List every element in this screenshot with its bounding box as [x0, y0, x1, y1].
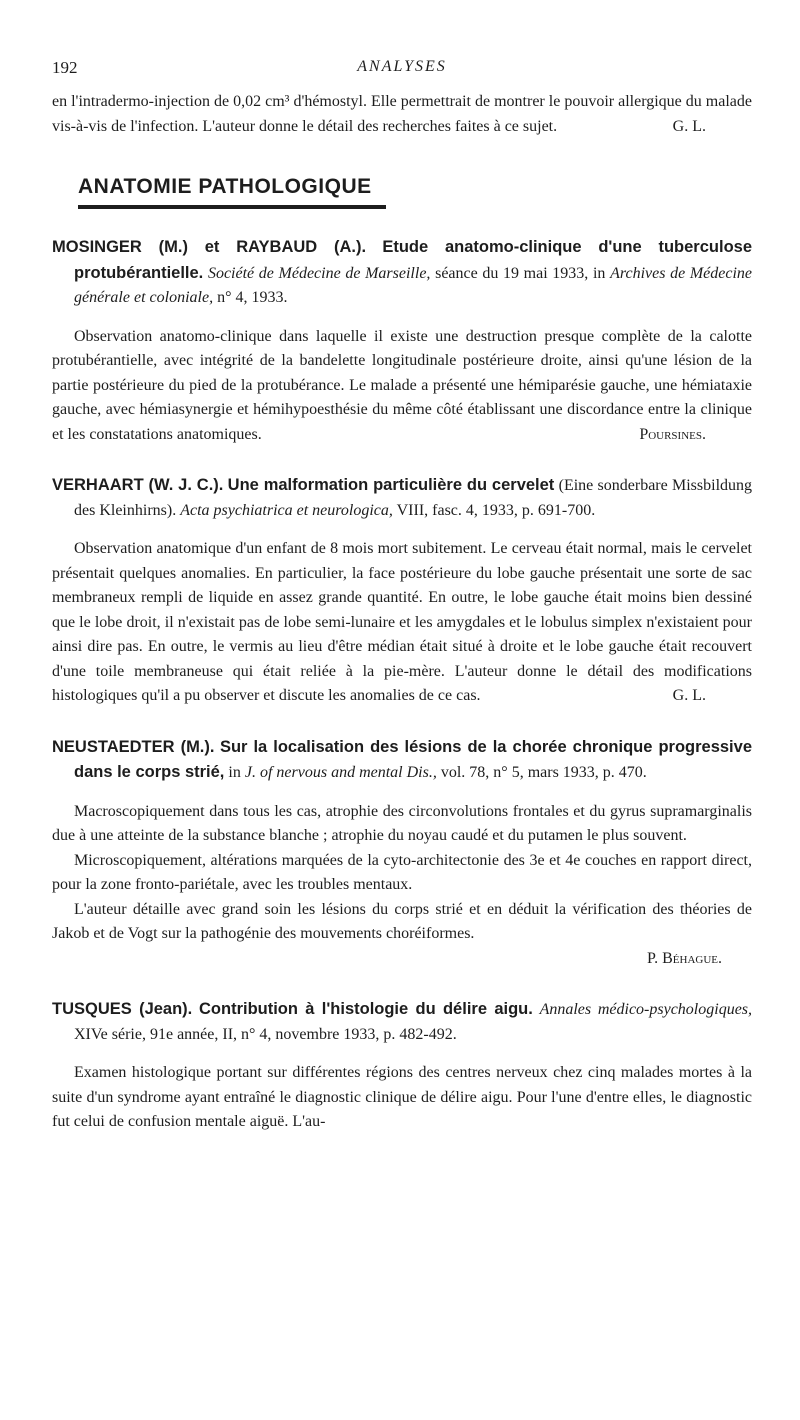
journal-title: ANALYSES — [357, 58, 447, 75]
intro-paragraph — [52, 90, 752, 139]
section-rule — [78, 205, 386, 209]
entry-source-detail: in — [228, 764, 241, 781]
entry-title: Etude anatomo-clinique d'une tuberculose protubérantielle. — [74, 238, 752, 282]
entry-source: Société de Médecine de Marseille, — [207, 264, 431, 282]
reference-entry — [52, 235, 752, 311]
entry-text: Examen histologique portant sur différentes régions des centres nerveux chez cinq malades mortes à la suite d'un syndrome ayant entraîné le diagnostic clinique de délire aigu. Pour l'une d'entre elles, le diagnostic fut celui de confusion mentale aiguë. L'au- — [52, 1064, 752, 1130]
entry-source: Annales médico-psychologiques, — [539, 1001, 753, 1018]
entry-text: Microscopiquement, altérations marquées de la cyto-architectonie des 3e et 4e couches en rapport direct, pour la zone fronto-pariétale, avec les troubles mentaux. — [52, 851, 752, 893]
section-title: ANATOMIE PATHOLOGIQUE — [78, 175, 372, 198]
entry-text: Macroscopiquement dans tous les cas, atrophie des circonvolutions frontales et du gyrus supramarginalis due à une atteinte de la substance blanche ; atrophie du noyau caudé et du putamen le plus souvent. — [52, 802, 752, 844]
entry-paragraph — [52, 800, 752, 849]
intro-text: en l'intradermo-injection de 0,02 cm³ d'hémostyl. Elle permettrait de montrer le pouvoir allergique du malade vis-à-vis de l'infection. L'auteur donne le détail des recherches faites à ce sujet. — [52, 93, 752, 135]
entry-source: Acta psychiatrica et neurologica, — [180, 501, 393, 519]
entry-source-tail: vol. 78, n° 5, mars 1933, p. 470. — [440, 764, 647, 781]
document-page — [52, 58, 752, 1135]
entry-title: Contribution à l'histologie du délire aigu. — [199, 1000, 533, 1018]
entry-authors: VERHAART (W. J. C.). — [52, 476, 224, 494]
entry-text: Observation anatomo-clinique dans laquelle il existe une destruction presque complète de la calotte protubérantielle, avec intégrité de la bandelette longitudinale postérieure droite, ainsi qu'une lésion de la partie postérieure du pied de la protubérance. Le malade a présenté une hémiparésie gauche, une hémiataxie gauche, avec hémiasynergie et hémihypoesthésie du même côté établissant une discordance entre la clinique et les constatations anatomiques. — [52, 327, 752, 443]
entry-text: Observation anatomique d'un enfant de 8 mois mort subitement. Le cerveau était normal, mais le cervelet présentait quelques anomalies. En particulier, la face postérieure du lobe gauche présentait une sorte de sac membraneux rempli de liquide en assez grande quantité. En outre, le lobe gauche était moins bien dessiné que le lobe droit, il n'existait pas de lobe semi-lunaire et les amygdales et le lobulus simplex n'existaient pour ainsi dire pas. En outre, le vermis au lieu d'être médian était situé à droite et le lobe gauche était recouvert d'une toile membraneuse qui était reliée à la pie-mère. L'auteur donne le détail des modifications histologiques qu'il a pu observer et discute les anomalies de ce cas. — [52, 540, 752, 704]
reference-entry — [52, 735, 752, 786]
entry-signature: P. Béhague. — [646, 949, 722, 967]
entry-paragraph — [52, 849, 752, 898]
reference-entry — [52, 473, 752, 523]
entry-source-tail: XIVe série, 91e année, II, n° 4, novembre 1933, p. 482-492. — [74, 1025, 457, 1043]
entry-source-detail: séance du 19 mai 1933, in — [435, 264, 606, 282]
entry-title: Sur la localisation des lésions de la chorée chronique progressive dans le corps strié, — [74, 737, 752, 781]
entry-authors: TUSQUES (Jean). — [52, 1000, 193, 1018]
entry-source-tail: n° 4, 1933. — [217, 289, 288, 306]
entry-signature: G. L. — [672, 687, 706, 704]
entry-title: Une malformation particulière du cervelet — [227, 476, 555, 494]
entry-authors: MOSINGER (M.) et RAYBAUD (A.). — [52, 238, 367, 256]
entry-paragraph — [52, 898, 752, 947]
entry-authors: NEUSTAEDTER (M.). — [52, 737, 215, 756]
entry-source-tail: VIII, fasc. 4, 1933, p. 691-700. — [396, 501, 596, 519]
entry-text: L'auteur détaille avec grand soin les lésions du corps strié et en déduit la vérification des théories de Jakob et de Vogt sur la pathogénie des mouvements choréiformes. — [52, 900, 752, 942]
entry-signature: Poursines. — [639, 425, 706, 443]
page-number: 192 — [52, 58, 78, 77]
intro-signature: G. L. — [672, 117, 706, 135]
entry-source-journal: Archives de Médecine générale et coloniale, — [74, 264, 753, 306]
running-head — [52, 58, 752, 84]
entry-source-detail: (Eine sonderbare Missbildung des Kleinhirns). — [74, 477, 753, 519]
reference-entry — [52, 997, 752, 1047]
entry-paragraph — [52, 1061, 752, 1135]
entry-source: J. of nervous and mental Dis., — [244, 764, 437, 781]
entry-paragraph — [52, 325, 752, 448]
entry-paragraph — [52, 537, 752, 709]
